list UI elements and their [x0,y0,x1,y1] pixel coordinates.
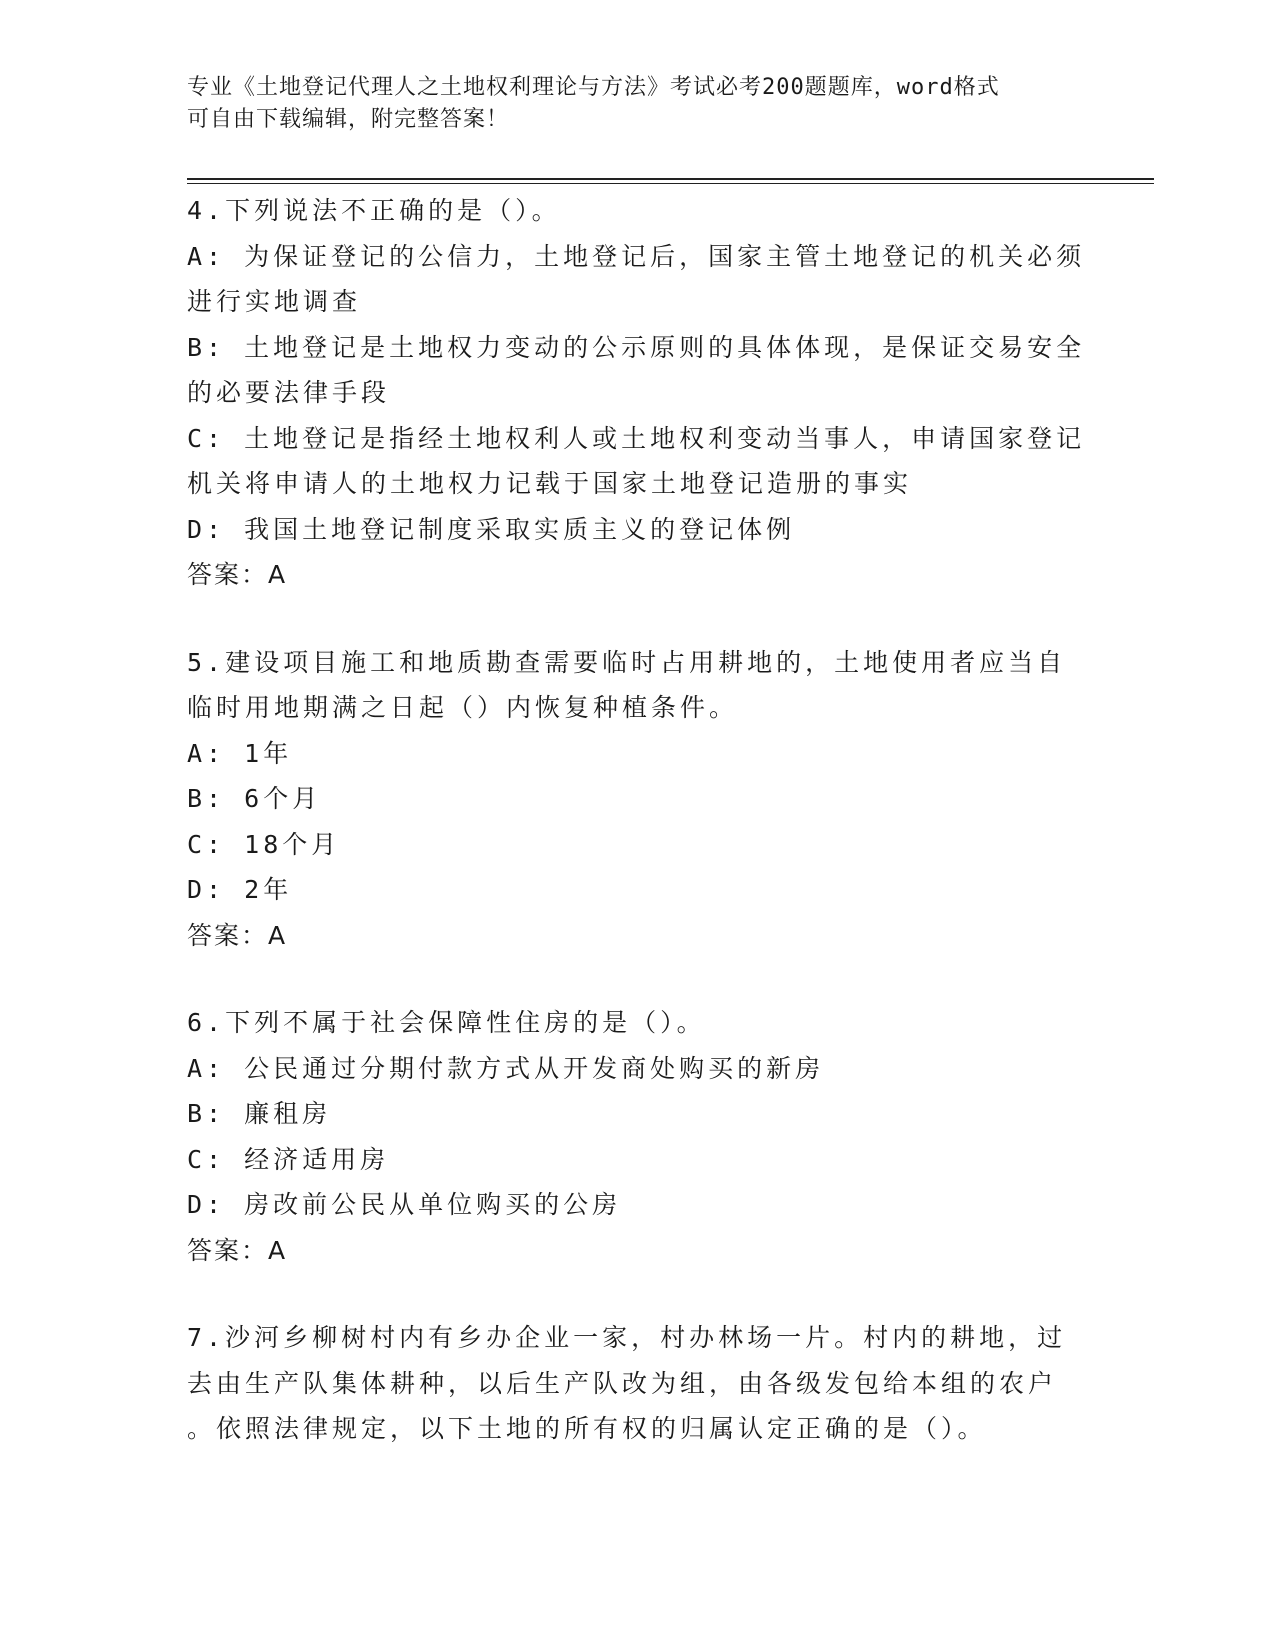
question-stem-line: 7.沙河乡柳树村内有乡办企业一家，村办林场一片。村内的耕地，过 [187,1323,1067,1352]
document-header [187,72,1067,136]
option-line: 的必要法律手段 [187,378,391,407]
question-stem-line: 去由生产队集体耕种，以后生产队改为组，由各级发包给本组的农户 [187,1368,1058,1398]
option-line: A: 公民通过分期付款方式从开发商处购买的新房 [187,1053,825,1083]
option-line: 机关将申请人的土地权力记载于国家土地登记造册的事实 [187,469,913,498]
question-stem-line: 临时用地期满之日起（）内恢复种植条件。 [187,693,739,722]
question-stem-line: 5.建设项目施工和地质勘查需要临时占用耕地的，土地使用者应当自 [187,647,1067,677]
option-line: B: 廉租房 [187,1099,332,1128]
option-line: C: 土地登记是指经土地权利人或土地权利变动当事人，申请国家登记 [187,423,1086,453]
option-line: D: 2年 [187,875,293,904]
option-line: C: 18个月 [187,829,341,859]
option-line: A: 为保证登记的公信力，土地登记后，国家主管土地登记的机关必须 [187,241,1086,271]
question-block [187,1315,1087,1452]
option-line: D: 房改前公民从单位购买的公房 [187,1190,622,1219]
header-divider [187,178,1154,184]
option-line: C: 经济适用房 [187,1144,390,1174]
header-line-2: 可自由下载编辑，附完整答案！ [187,107,510,132]
question-stem-line: 。依照法律规定，以下土地的所有权的归属认定正确的是（）。 [187,1414,987,1443]
option-line: D: 我国土地登记制度采取实质主义的登记体例 [187,514,796,544]
answer-line: 答案：A [187,920,288,950]
option-line: A: 1年 [187,738,293,768]
answer-line: 答案：A [187,1235,288,1265]
option-line: B: 6个月 [187,784,322,813]
question-block [187,188,1087,598]
question-stem-line: 6.下列不属于社会保障性住房的是（）。 [187,1008,706,1037]
question-stem-line: 4.下列说法不正确的是（）。 [187,196,561,225]
header-line-1: 专业《土地登记代理人之土地权利理论与方法》考试必考200题题库，word格式 [187,75,1000,100]
option-line: B: 土地登记是土地权力变动的公示原则的具体体现，是保证交易安全 [187,332,1086,362]
question-block [187,640,1087,959]
question-block [187,1000,1087,1273]
question-list [187,188,1087,1494]
option-line: 进行实地调查 [187,287,362,316]
answer-line: 答案：A [187,560,288,589]
